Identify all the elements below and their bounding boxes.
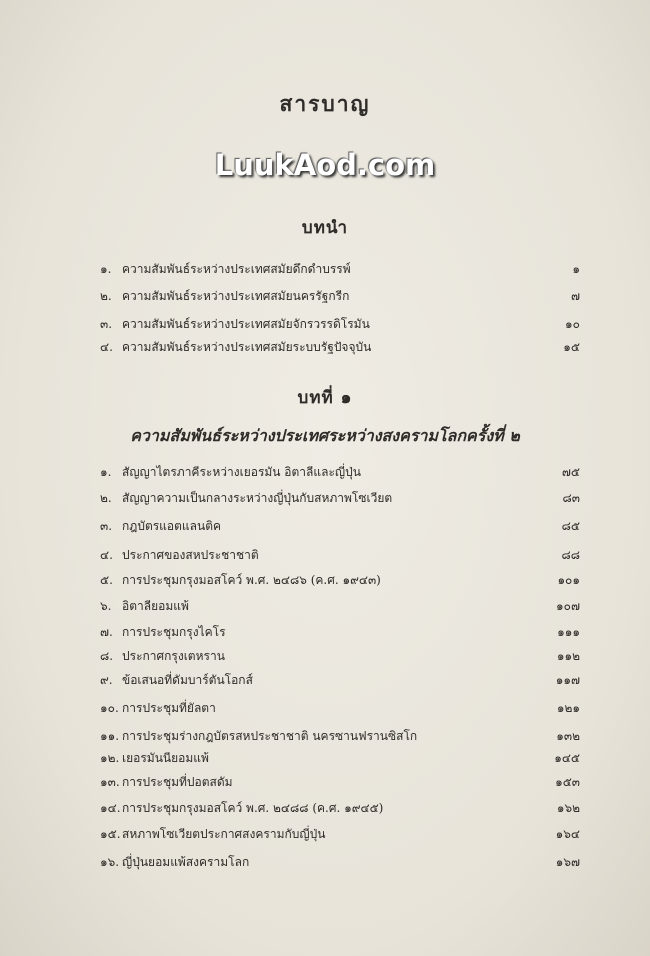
- toc-entry-page: ๑๑๑: [557, 625, 580, 639]
- toc-entry: [100, 286, 580, 306]
- toc-entry: [100, 488, 580, 508]
- toc-entry-number: ๑.: [100, 465, 112, 479]
- toc-entry-number: ๑๖.: [100, 855, 120, 869]
- toc-entry-title: ประกาศกรุงเตหราน: [122, 649, 225, 663]
- chapter1-subheading: ความสัมพันธ์ระหว่างประเทศระหว่างสงครามโลกครั้งที่ ๒: [130, 426, 520, 445]
- toc-entry-title: ข้อเสนอที่ดัมบาร์ตันโอกส์: [122, 673, 253, 687]
- toc-entry: [100, 748, 580, 768]
- toc-entry-page: ๑๓๒: [556, 729, 580, 743]
- toc-entry-title: การประชุมกรุงมอสโคว์ พ.ศ. ๒๔๘๖ (ค.ศ. ๑๙๔๓): [122, 573, 381, 587]
- toc-entry-page: ๑: [572, 262, 580, 276]
- toc-entry-number: ๑๑.: [100, 729, 120, 743]
- toc-entry-title: การประชุมที่ปอตสดัม: [122, 775, 233, 789]
- toc-entry-number: ๘.: [100, 649, 114, 663]
- toc-entry: [100, 314, 580, 334]
- toc-entry-title: อิตาลียอมแพ้: [122, 599, 189, 613]
- toc-entry: [100, 798, 580, 818]
- toc-entry-page: ๑๐: [565, 317, 580, 331]
- toc-entry-number: ๒.: [100, 289, 112, 303]
- page-title: สารบาญ: [279, 91, 371, 116]
- chapter1-heading: บทที่ ๑: [297, 388, 353, 408]
- toc-entry-page: ๑๖๗: [555, 855, 580, 869]
- toc-entry-title: เยอรมันนียอมแพ้: [122, 751, 209, 765]
- toc-entry-page: ๗: [570, 289, 580, 303]
- toc-entry-title: ประกาศของสหประชาชาติ: [122, 548, 259, 562]
- toc-entry-page: ๑๔๕: [554, 751, 580, 765]
- toc-entry-page: ๗๕: [561, 465, 580, 479]
- toc-entry: [100, 824, 580, 844]
- toc-entry-page: ๑๐๑: [557, 573, 580, 587]
- toc-entry-page: ๑๕๓: [555, 775, 580, 789]
- toc-entry-page: ๑๑๗: [555, 673, 580, 687]
- toc-entry-number: ๗.: [100, 625, 113, 639]
- toc-entry-title: สัญญาความเป็นกลางระหว่างญี่ปุ่นกับสหภาพโซเวียต: [122, 491, 393, 505]
- toc-entry-title: กฎบัตรแอตแลนติค: [122, 519, 222, 533]
- toc-entry-title: การประชุมกรุงมอสโคว์ พ.ศ. ๒๔๘๘ (ค.ศ. ๑๙๔๕): [122, 801, 384, 815]
- toc-entry: [100, 646, 580, 666]
- toc-entry-number: ๑๔.: [100, 801, 121, 815]
- toc-entry-title: สัญญาไตรภาคีระหว่างเยอรมัน อิตาลีและญี่ปุ่น: [122, 465, 361, 479]
- toc-entry-page: ๘๕: [561, 519, 580, 533]
- toc-entry-number: ๖.: [100, 599, 112, 613]
- toc-entry-page: ๘๓: [562, 491, 580, 505]
- toc-entry-page: ๑๒๑: [556, 701, 580, 715]
- toc-entry-title: ญี่ปุ่นยอมแพ้สงครามโลก: [122, 855, 250, 869]
- toc-entry-number: ๔.: [100, 548, 113, 562]
- toc-entry-number: ๕.: [100, 573, 113, 587]
- toc-entry-title: ความสัมพันธ์ระหว่างประเทศสมัยจักรวรรดิโรมัน: [122, 317, 370, 331]
- toc-entry-title: การประชุมกรุงไคโร: [122, 625, 226, 639]
- intro-heading: บทนำ: [301, 218, 349, 238]
- toc-entry: [100, 570, 580, 590]
- toc-entry-title: การประชุมร่างกฎบัตรสหประชาชาติ นครซานฟรานซิสโก: [122, 729, 418, 743]
- toc-entry: [100, 670, 580, 690]
- toc-entry-page: ๑๐๗: [556, 599, 580, 613]
- toc-entry: [100, 852, 580, 872]
- toc-entry-title: ความสัมพันธ์ระหว่างประเทศสมัยระบบรัฐปัจจุบัน: [122, 340, 372, 354]
- toc-entry-number: ๑๕.: [100, 827, 121, 841]
- toc-entry: [100, 772, 580, 792]
- toc-entry-number: ๓.: [100, 519, 113, 533]
- toc-entry: [100, 259, 580, 279]
- toc-entry-number: ๑.: [100, 262, 112, 276]
- toc-entry: [100, 516, 580, 536]
- toc-entry: [100, 698, 580, 718]
- toc-entry-number: ๙.: [100, 673, 113, 687]
- toc-entry-title: การประชุมที่ยัลตา: [122, 701, 216, 715]
- toc-entry-page: ๑๑๒: [556, 649, 580, 663]
- toc-entry: [100, 622, 580, 642]
- toc-entry-number: ๑๒.: [100, 751, 120, 765]
- toc-entry-page: ๘๘: [561, 548, 580, 562]
- toc-entry-number: ๓.: [100, 317, 113, 331]
- toc-entry: [100, 462, 580, 482]
- toc-entry-number: ๑๐.: [100, 701, 119, 715]
- toc-entry-number: ๔.: [100, 340, 113, 354]
- toc-entry-page: ๑๕: [563, 340, 580, 354]
- toc-entry: [100, 337, 580, 357]
- toc-entry-page: ๑๖๔: [555, 827, 580, 841]
- toc-entry-number: ๒.: [100, 491, 112, 505]
- watermark: LuukAod.com: [214, 148, 436, 182]
- toc-entry-title: ความสัมพันธ์ระหว่างประเทศสมัยนครรัฐกรีก: [122, 289, 350, 303]
- toc-entry-title: สหภาพโซเวียตประกาศสงครามกับญี่ปุ่น: [122, 827, 326, 841]
- toc-entry: [100, 596, 580, 616]
- toc-entry-number: ๑๓.: [100, 775, 120, 789]
- toc-entry-page: ๑๖๒: [556, 801, 580, 815]
- toc-entry: [100, 726, 580, 746]
- toc-entry-title: ความสัมพันธ์ระหว่างประเทศสมัยดึกดำบรรพ์: [122, 262, 351, 276]
- toc-entry: [100, 545, 580, 565]
